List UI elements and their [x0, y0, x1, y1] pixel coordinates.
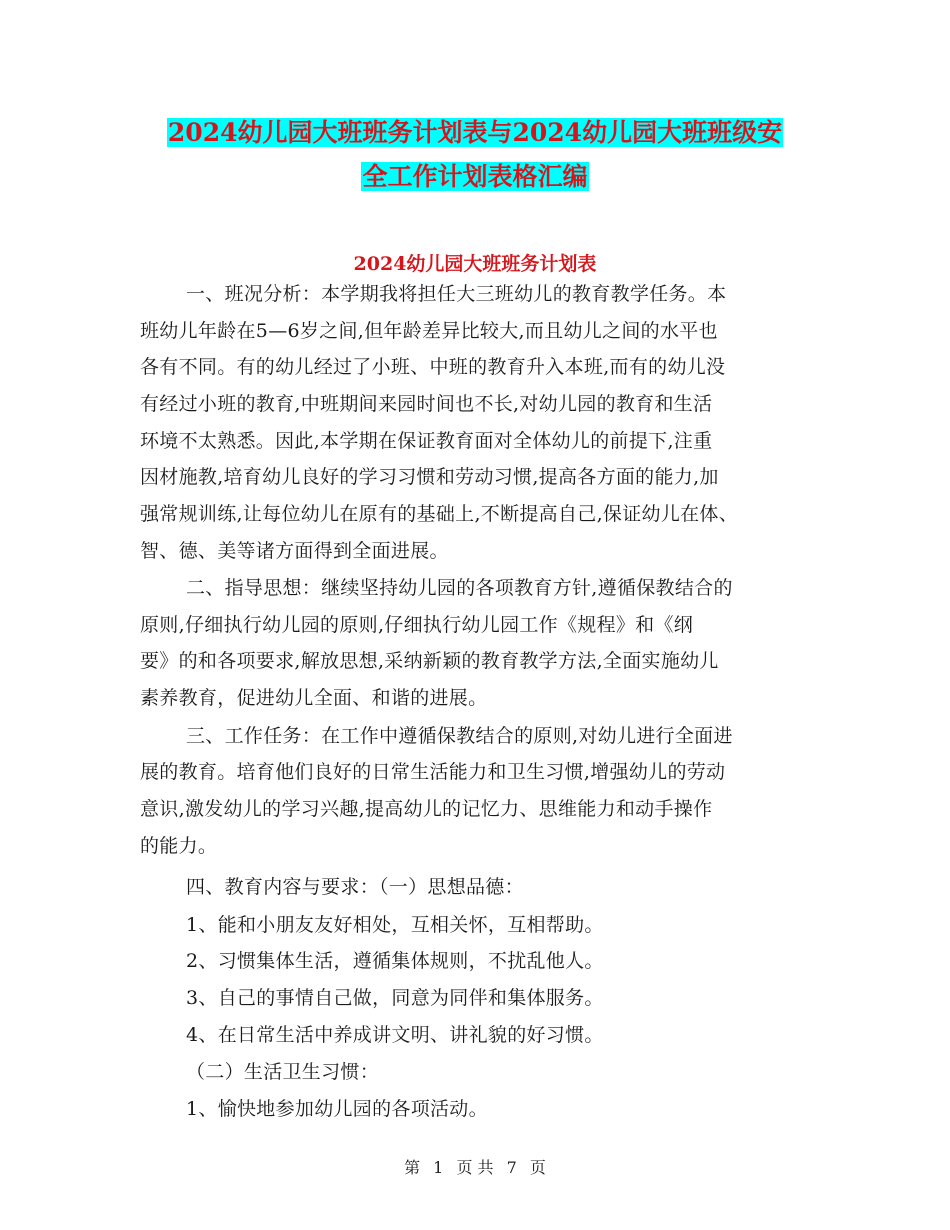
list-item: 3、自己的事情自己做，同意为同伴和集体服务。 — [186, 987, 604, 1009]
list-item: 1、愉快地参加幼儿园的各项活动。 — [186, 1098, 488, 1120]
paragraph-line: 环境不太熟悉。因此,本学期在保证教育面对全体幼儿的前提下,注重 — [140, 430, 713, 452]
list-item: 2、习惯集体生活，遵循集体规则，不扰乱他人。 — [186, 950, 604, 972]
footer-page-label: 第 — [404, 1158, 421, 1177]
footer-page-current: 1 — [433, 1158, 444, 1177]
paragraph-line: 一、班况分析：本学期我将担任大三班幼儿的教育教学任务。本 — [186, 283, 727, 305]
paragraph-line: 各有不同。有的幼儿经过了小班、中班的教育升入本班,而有的幼儿没 — [140, 356, 726, 378]
paragraph-line: 意识,激发幼儿的学习兴趣,提高幼儿的记忆力、思维能力和动手操作 — [140, 798, 713, 820]
paragraph-line: 智、德、美等诸方面得到全面进展。 — [140, 540, 449, 562]
paragraph-line: 展的教育。培育他们良好的日常生活能力和卫生习惯,增强幼儿的劳动 — [140, 761, 726, 783]
paragraph-line: 班幼儿年龄在5—6岁之间,但年龄差异比较大,而且幼儿之间的水平也 — [140, 320, 718, 342]
paragraph-line: 因材施教,培育幼儿良好的学习习惯和劳动习惯,提高各方面的能力,加 — [140, 466, 719, 488]
paragraph-line: 原则,仔细执行幼儿园的原则,仔细执行幼儿园工作《规程》和《纲 — [140, 614, 694, 636]
page-footer — [0, 1155, 950, 1178]
paragraph-line: 要》的和各项要求,解放思想,采纳新颖的教育教学方法,全面实施幼儿 — [140, 650, 719, 672]
paragraph-line: 三、工作任务：在工作中遵循保教结合的原则,对幼儿进行全面进 — [186, 725, 733, 747]
paragraph-line: 素养教育，促进幼儿全面、和谐的进展。 — [140, 687, 488, 709]
footer-page-suffix: 页 — [529, 1158, 546, 1177]
paragraph-line: 强常规训练,让每位幼儿在原有的基础上,不断提高自己,保证幼儿在体、 — [140, 503, 739, 525]
footer-page-total: 7 — [506, 1158, 517, 1177]
document-title-line-2: 全工作计划表格汇编 — [362, 162, 588, 191]
subsection-heading: （二）生活卫生习惯： — [186, 1061, 380, 1083]
list-item: 4、在日常生活中养成讲文明、讲礼貌的好习惯。 — [186, 1024, 604, 1046]
section-title: 2024幼儿园大班班务计划表 — [353, 253, 597, 275]
paragraph-line: 有经过小班的教育,中班期间来园时间也不长,对幼儿园的教育和生活 — [140, 393, 713, 415]
list-item: 1、能和小朋友友好相处，互相关怀，互相帮助。 — [186, 914, 604, 936]
paragraph-line: 四、教育内容与要求：（一）思想品德： — [186, 876, 524, 898]
footer-page-mid: 页 共 — [456, 1158, 494, 1177]
document-title-line-1: 2024幼儿园大班班务计划表与2024幼儿园大班班级安 — [167, 118, 783, 147]
paragraph-line: 的能力。 — [140, 835, 218, 857]
paragraph-line: 二、指导思想：继续坚持幼儿园的各项教育方针,遵循保教结合的 — [186, 577, 733, 599]
